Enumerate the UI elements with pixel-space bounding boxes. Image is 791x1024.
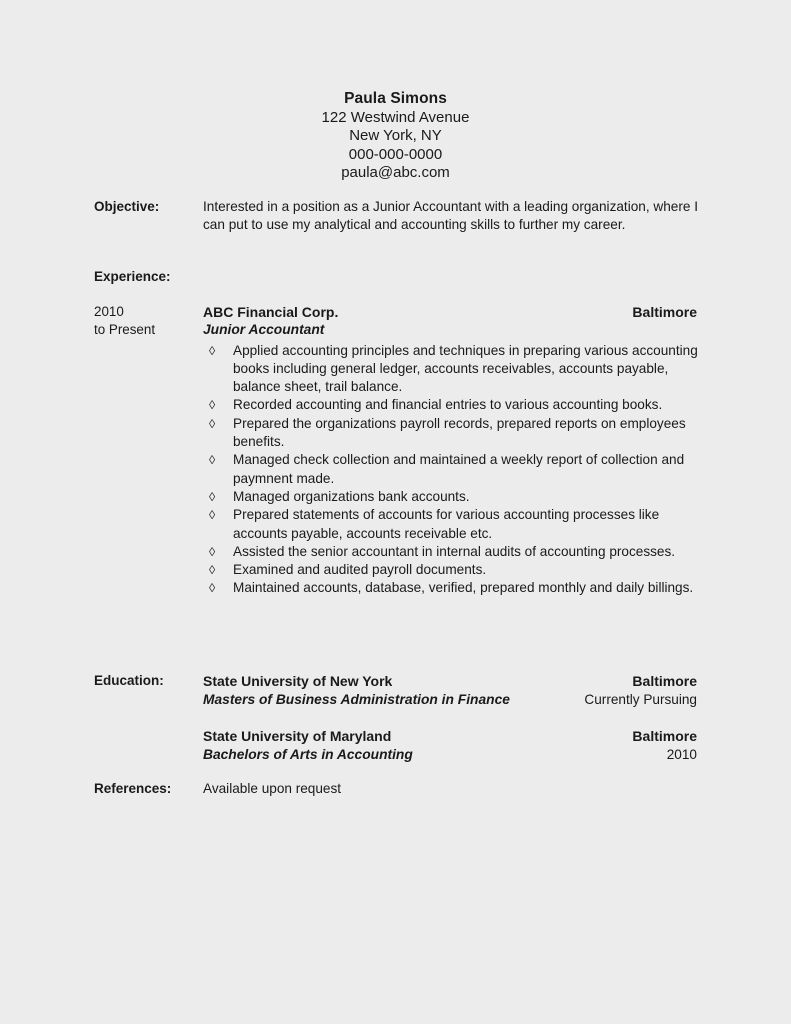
applicant-email: paula@abc.com xyxy=(341,164,450,181)
applicant-name: Paula Simons xyxy=(344,90,447,107)
experience-bullet-text: Applied accounting principles and techniques in preparing various accounting books including general ledger, accounts receivables, accounts payable, balance sheet, trail balance. xyxy=(233,342,698,395)
education-school-row xyxy=(203,727,697,746)
experience-bullet-text: Managed organizations bank accounts. xyxy=(233,488,470,504)
education-school: State University of Maryland xyxy=(203,728,392,745)
education-school: State University of New York xyxy=(203,673,393,689)
experience-entry xyxy=(94,303,697,598)
experience-bullet-text: Assisted the senior accountant in internal audits of accounting processes. xyxy=(233,543,676,559)
experience-bullet-item xyxy=(203,342,703,397)
experience-date-end: to Present xyxy=(94,322,156,338)
diamond-bullet-icon: ◊ xyxy=(209,343,216,358)
experience-bullet-item xyxy=(203,488,703,506)
objective-section xyxy=(94,198,697,235)
references-label: References: xyxy=(94,781,172,796)
experience-location: Baltimore xyxy=(632,304,697,320)
experience-date-start: 2010 xyxy=(94,304,124,319)
education-status: Currently Pursuing xyxy=(584,691,697,707)
applicant-city-state: New York, NY xyxy=(349,127,442,144)
diamond-bullet-icon: ◊ xyxy=(209,416,216,431)
references-text: Available upon request xyxy=(203,781,342,796)
resume-header xyxy=(0,90,791,183)
education-entry xyxy=(203,672,697,709)
experience-dates xyxy=(94,303,203,340)
objective-label: Objective: xyxy=(94,199,160,214)
diamond-bullet-icon: ◊ xyxy=(209,544,216,559)
experience-company-row xyxy=(203,303,697,321)
education-label: Education: xyxy=(94,673,164,688)
experience-bullet-text: Prepared the organizations payroll records, prepared reports on employees benefits. xyxy=(233,415,686,450)
diamond-bullet-icon: ◊ xyxy=(209,581,216,596)
experience-bullet-item xyxy=(203,396,703,414)
experience-bullet-text: Examined and audited payroll documents. xyxy=(233,562,487,578)
diamond-bullet-icon: ◊ xyxy=(209,453,216,468)
experience-bullet-item xyxy=(203,561,703,579)
experience-bullet-item xyxy=(203,543,703,561)
diamond-bullet-icon: ◊ xyxy=(209,508,216,523)
education-location: Baltimore xyxy=(632,728,697,745)
education-entry xyxy=(203,727,697,764)
experience-bullet-text: Maintained accounts, database, verified, prepared monthly and daily billings. xyxy=(233,580,694,596)
education-section xyxy=(94,672,697,764)
objective-text: Interested in a position as a Junior Accountant with a leading organization, where I can put to use my analytical and accounting skills to further my career. xyxy=(203,199,698,233)
experience-heading xyxy=(94,268,697,286)
education-degree-row xyxy=(203,691,697,710)
experience-job-title: Junior Accountant xyxy=(203,322,325,338)
experience-bullet-item xyxy=(203,415,703,452)
education-status: 2010 xyxy=(666,746,697,762)
education-degree-row xyxy=(203,746,697,765)
experience-company: ABC Financial Corp. xyxy=(203,304,339,320)
applicant-address: 122 Westwind Avenue xyxy=(321,108,470,126)
experience-bullet-item xyxy=(203,506,703,543)
experience-bullet-text: Recorded accounting and financial entries to various accounting books. xyxy=(233,397,663,413)
education-degree: Bachelors of Arts in Accounting xyxy=(203,746,413,762)
education-school-row xyxy=(203,672,697,691)
diamond-bullet-icon: ◊ xyxy=(209,398,216,413)
education-degree: Masters of Business Administration in Finance xyxy=(203,691,510,707)
experience-bullet-text: Prepared statements of accounts for various accounting processes like accounts payable, accounts receivable etc. xyxy=(233,507,660,541)
experience-bullet-list xyxy=(203,342,697,598)
education-location: Baltimore xyxy=(632,673,697,689)
experience-bullet-item xyxy=(203,579,703,597)
diamond-bullet-icon: ◊ xyxy=(209,489,216,504)
references-section xyxy=(94,780,697,798)
experience-label: Experience: xyxy=(94,269,171,284)
applicant-phone: 000-000-0000 xyxy=(348,145,443,163)
diamond-bullet-icon: ◊ xyxy=(209,563,216,578)
experience-bullet-item xyxy=(203,451,703,488)
experience-bullet-text: Managed check collection and maintained a weekly report of collection and paymnent made. xyxy=(233,452,685,486)
education-entry-list xyxy=(203,672,697,764)
